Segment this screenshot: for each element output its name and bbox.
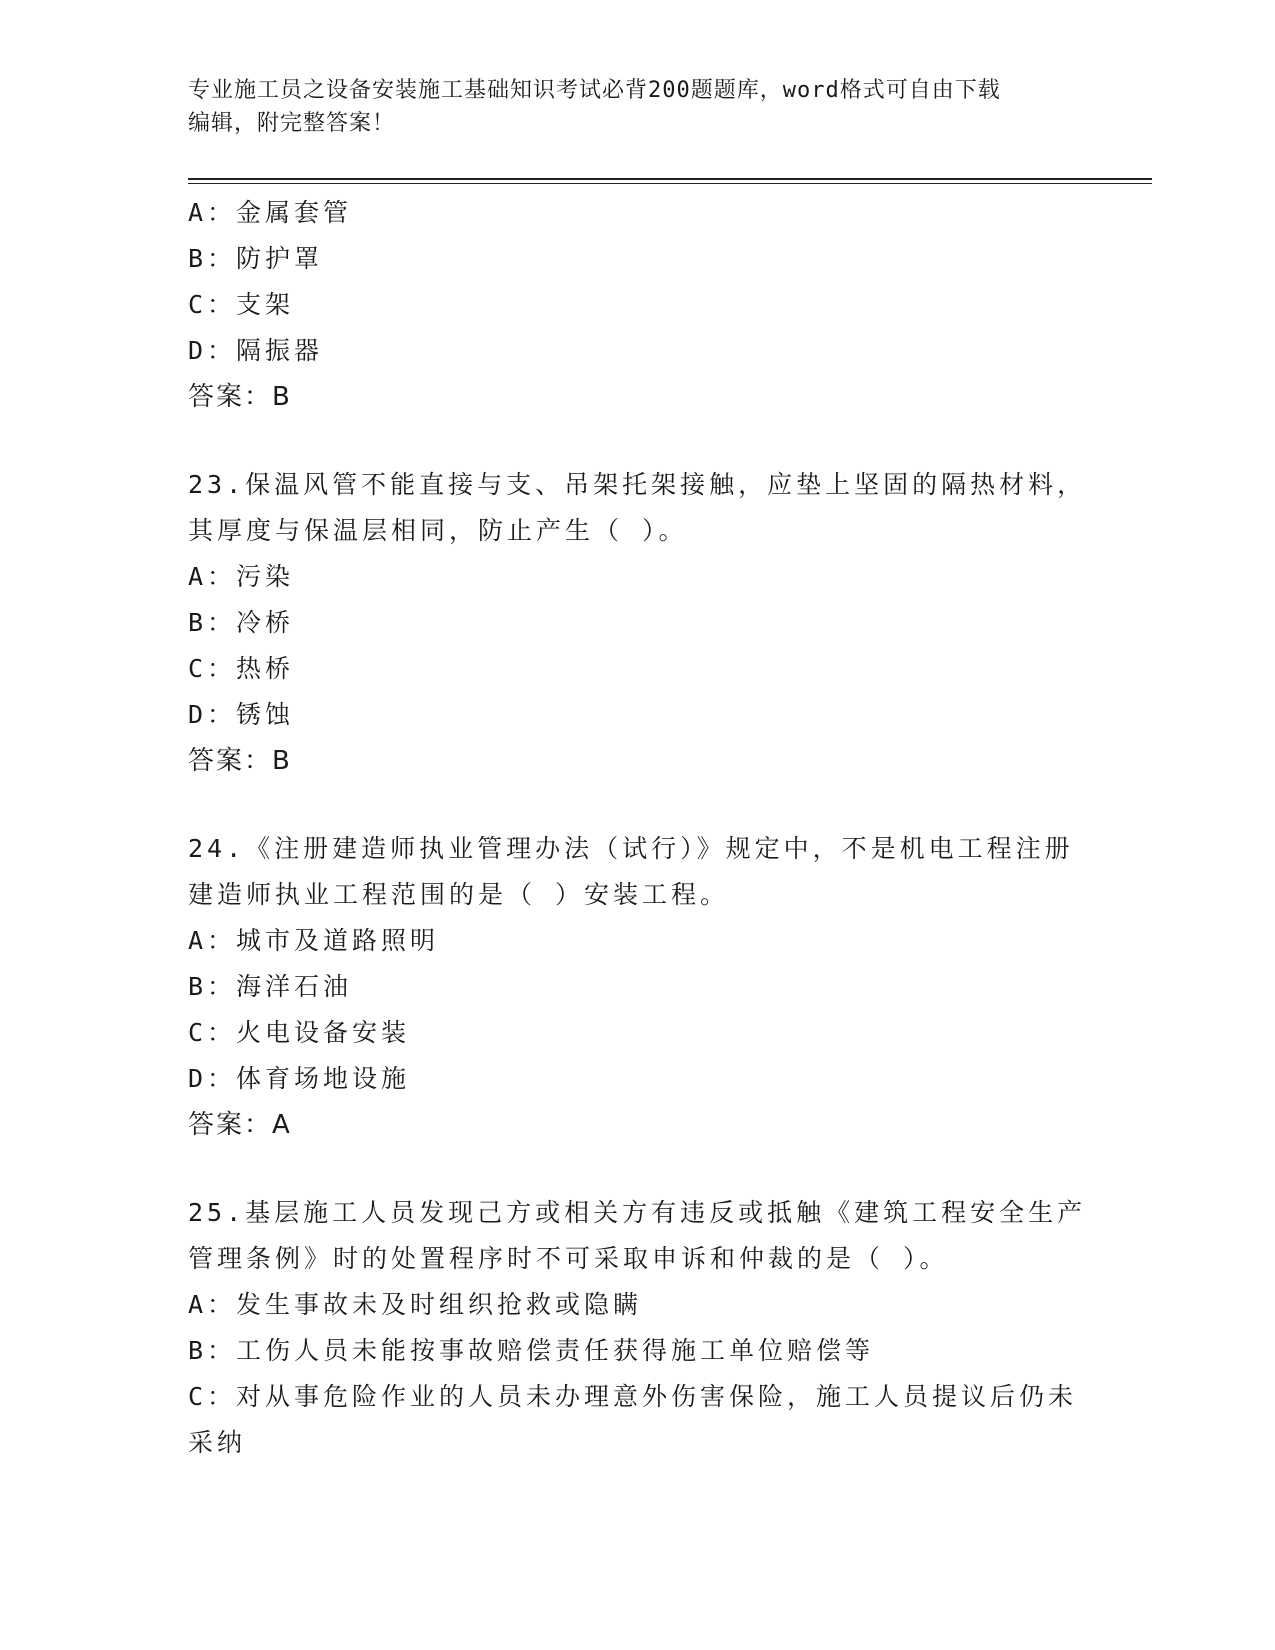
option-b: B：工伤人员未能按事故赔偿责任获得施工单位赔偿等: [188, 1336, 875, 1365]
question-23: [188, 462, 1088, 784]
question-22: [188, 190, 1088, 420]
option-b: B：海洋石油: [188, 972, 353, 1001]
option-b: B：冷桥: [188, 608, 295, 637]
page-header: [188, 74, 1088, 140]
option-c: C：火电设备安装: [188, 1018, 411, 1047]
option-a: A：发生事故未及时组织抢救或隐瞒: [188, 1290, 643, 1319]
question-spacer: [188, 784, 1088, 826]
option-d: D：体育场地设施: [188, 1064, 411, 1093]
option-a: A：污染: [188, 562, 295, 591]
option-b: B：防护罩: [188, 244, 324, 273]
question-spacer: [188, 1148, 1088, 1190]
question-25: [188, 1190, 1088, 1466]
option-c: C：对从事危险作业的人员未办理意外伤害保险，施工人员提议后仍未: [188, 1382, 1078, 1411]
option-a: A：金属套管: [188, 198, 353, 227]
option-c-continued: 采纳: [188, 1428, 247, 1457]
option-d: D：隔振器: [188, 336, 324, 365]
question-text-line-2: 其厚度与保温层相同，防止产生（ ）。: [188, 516, 688, 545]
answer-line: 答案：A: [188, 1110, 292, 1140]
header-divider-thin: [188, 183, 1152, 184]
option-a: A：城市及道路照明: [188, 926, 440, 955]
answer-line: 答案：B: [188, 382, 292, 412]
option-d: D：锈蚀: [188, 700, 295, 729]
header-divider-thick: [188, 178, 1152, 180]
question-list: [188, 190, 1088, 1466]
question-text-line-1: 24.《注册建造师执业管理办法（试行）》规定中，不是机电工程注册: [188, 834, 1074, 863]
option-c: C：热桥: [188, 654, 295, 683]
question-text-line-1: 23.保温风管不能直接与支、吊架托架接触，应垫上坚固的隔热材料，: [188, 470, 1087, 499]
question-text-line-2: 建造师执业工程范围的是（ ）安装工程。: [188, 880, 730, 909]
header-title-line-2: 编辑，附完整答案！: [188, 111, 396, 136]
question-spacer: [188, 420, 1088, 462]
header-title-line-1: 专业施工员之设备安装施工基础知识考试必背200题题库，word格式可自由下载: [188, 78, 1001, 103]
question-text-line-1: 25.基层施工人员发现己方或相关方有违反或抵触《建筑工程安全生产: [188, 1198, 1087, 1227]
answer-line: 答案：B: [188, 746, 292, 776]
option-c: C：支架: [188, 290, 295, 319]
question-text-line-2: 管理条例》时的处置程序时不可采取申诉和仲裁的是（ ）。: [188, 1244, 949, 1273]
question-24: [188, 826, 1088, 1148]
